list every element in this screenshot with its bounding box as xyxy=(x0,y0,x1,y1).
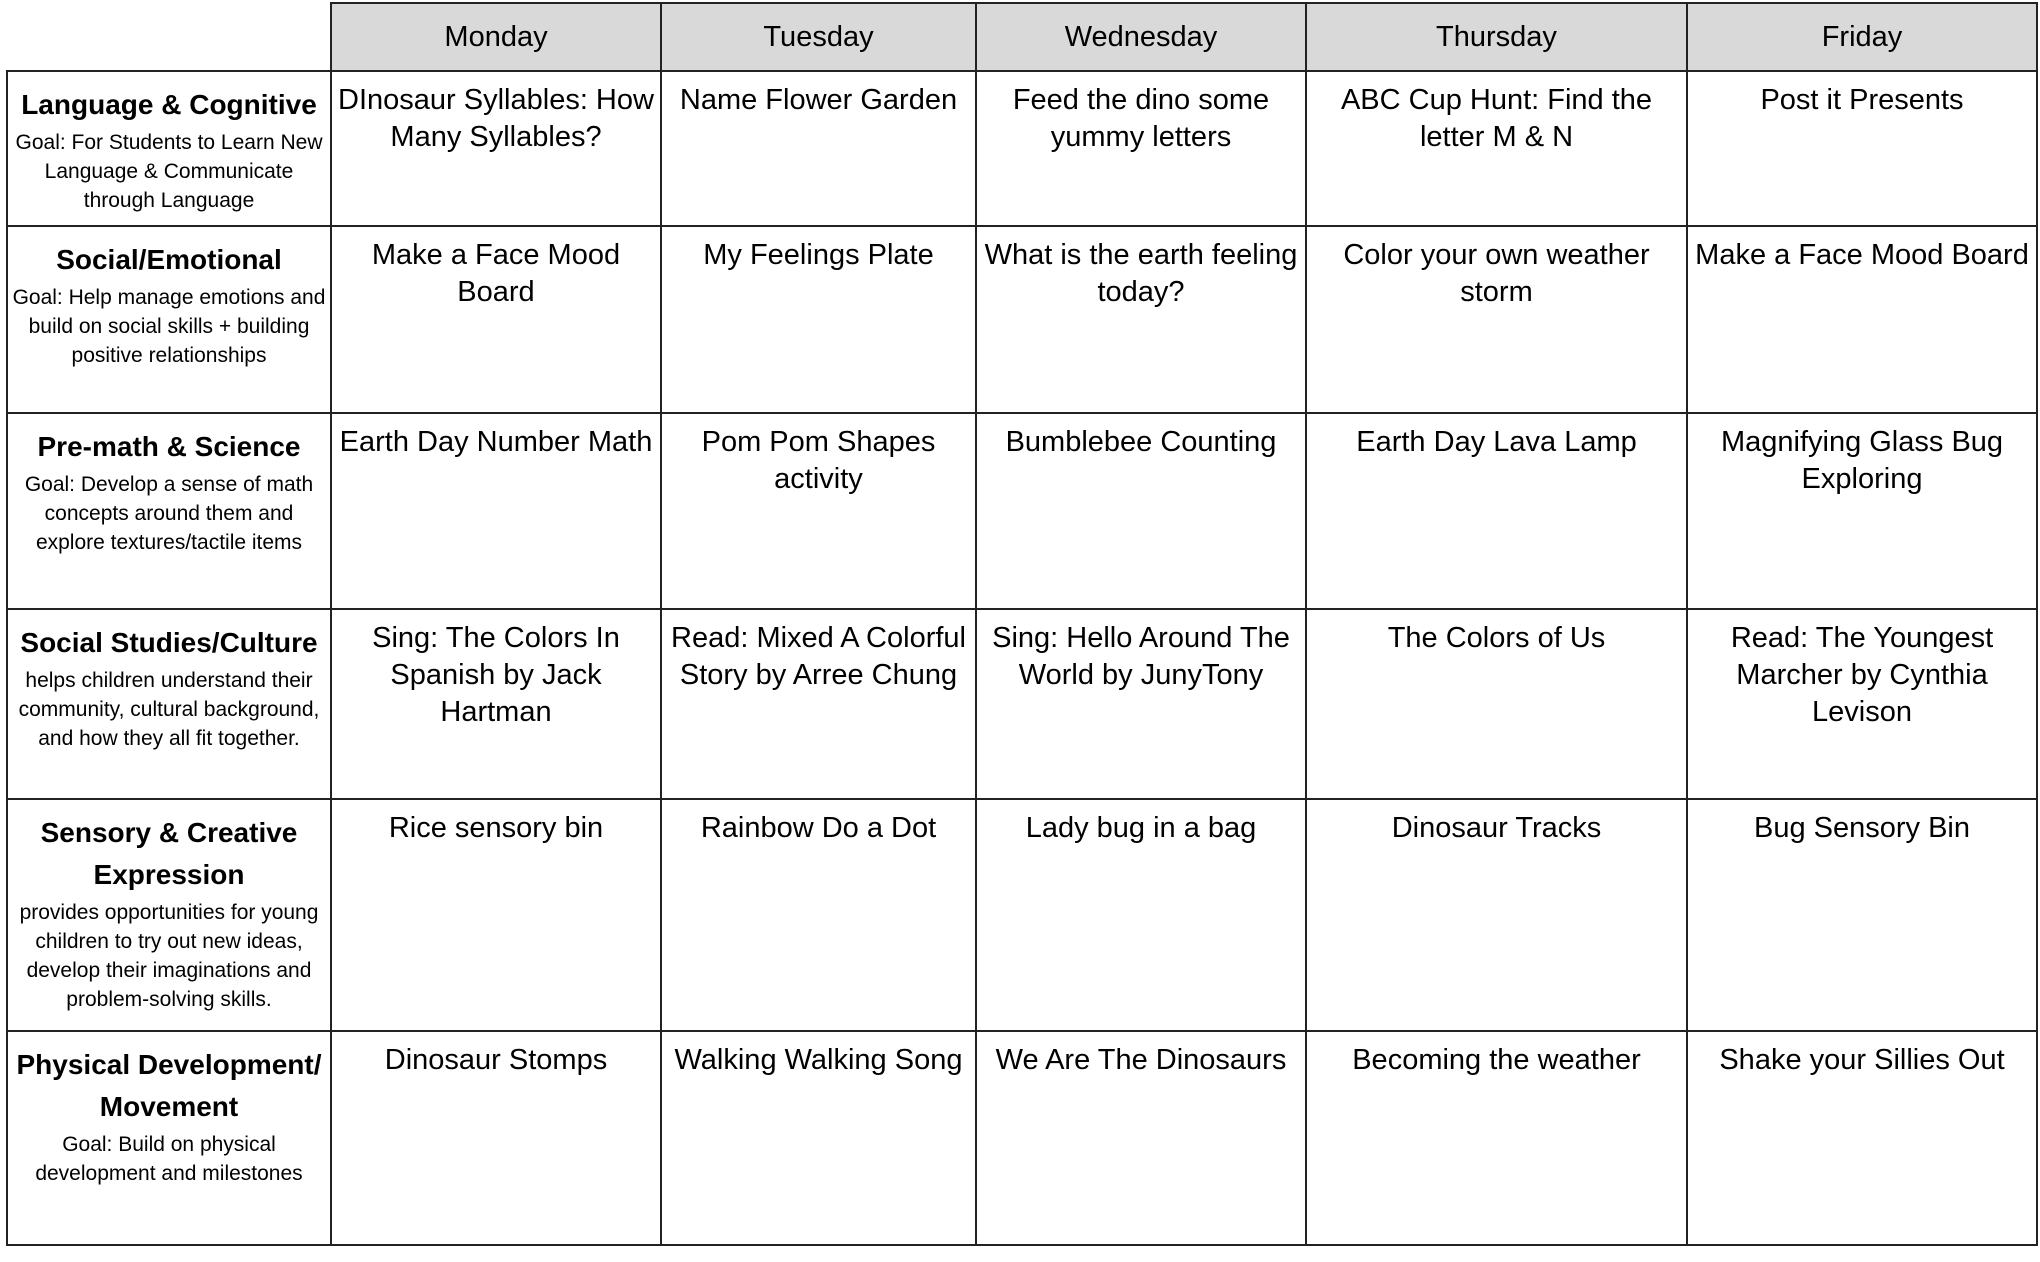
day-header-thursday: Thursday xyxy=(1305,2,1688,72)
activity-cell: DInosaur Syllables: How Many Syllables? xyxy=(330,70,662,227)
activity-cell: What is the earth feeling today? xyxy=(975,225,1307,414)
category-goal: Goal: Help manage emotions and build on social skills + building positive relationships xyxy=(12,286,326,367)
activity-cell: Post it Presents xyxy=(1686,70,2038,227)
activity-cell: Lady bug in a bag xyxy=(975,798,1307,1032)
category-title: Physical Development/ Movement xyxy=(16,1049,322,1122)
activity-cell: Make a Face Mood Board xyxy=(330,225,662,414)
activity-cell: Magnifying Glass Bug Exploring xyxy=(1686,412,2038,610)
activity-cell: Feed the dino some yummy letters xyxy=(975,70,1307,227)
activity-cell: Earth Day Lava Lamp xyxy=(1305,412,1688,610)
activity-cell: Shake your Sillies Out xyxy=(1686,1030,2038,1246)
activity-cell: Pom Pom Shapes activity xyxy=(660,412,977,610)
activity-cell: Rainbow Do a Dot xyxy=(660,798,977,1032)
category-goal: helps children understand their community, cultural background, and how they all fit together. xyxy=(18,669,320,750)
activity-cell: Earth Day Number Math xyxy=(330,412,662,610)
category-cell xyxy=(6,412,332,610)
activity-cell: Becoming the weather xyxy=(1305,1030,1688,1246)
category-cell xyxy=(6,70,332,227)
category-cell xyxy=(6,225,332,414)
activity-cell: Read: The Youngest Marcher by Cynthia Levison xyxy=(1686,608,2038,800)
activity-cell: Bumblebee Counting xyxy=(975,412,1307,610)
day-header-friday: Friday xyxy=(1686,2,2038,72)
category-title: Sensory & Creative Expression xyxy=(40,817,298,890)
activity-cell: Name Flower Garden xyxy=(660,70,977,227)
activity-cell: My Feelings Plate xyxy=(660,225,977,414)
activity-cell: Color your own weather storm xyxy=(1305,225,1688,414)
activity-cell: The Colors of Us xyxy=(1305,608,1688,800)
category-title: Pre-math & Science xyxy=(37,431,301,462)
activity-cell: Sing: Hello Around The World by JunyTony xyxy=(975,608,1307,800)
category-title: Social Studies/Culture xyxy=(20,627,318,658)
day-header-wednesday: Wednesday xyxy=(975,2,1307,72)
activity-cell: ABC Cup Hunt: Find the letter M & N xyxy=(1305,70,1688,227)
activity-cell: We Are The Dinosaurs xyxy=(975,1030,1307,1246)
activity-cell: Sing: The Colors In Spanish by Jack Hartman xyxy=(330,608,662,800)
activity-cell: Make a Face Mood Board xyxy=(1686,225,2038,414)
activity-cell: Dinosaur Stomps xyxy=(330,1030,662,1246)
category-title: Social/Emotional xyxy=(56,244,282,275)
activity-cell: Walking Walking Song xyxy=(660,1030,977,1246)
day-header-tuesday: Tuesday xyxy=(660,2,977,72)
activity-cell: Read: Mixed A Colorful Story by Arree Chung xyxy=(660,608,977,800)
category-cell xyxy=(6,1030,332,1246)
category-goal: provides opportunities for young children to try out new ideas, develop their imaginations and problem-solving skills. xyxy=(19,901,319,1011)
category-goal: Goal: Build on physical development and milestones xyxy=(35,1133,303,1185)
category-cell xyxy=(6,608,332,800)
day-header-monday: Monday xyxy=(330,2,662,72)
activity-cell: Rice sensory bin xyxy=(330,798,662,1032)
category-goal: Goal: For Students to Learn New Language & Communicate through Language xyxy=(15,131,323,212)
activity-cell: Dinosaur Tracks xyxy=(1305,798,1688,1032)
category-goal: Goal: Develop a sense of math concepts around them and explore textures/tactile items xyxy=(24,473,314,554)
activity-cell: Bug Sensory Bin xyxy=(1686,798,2038,1032)
category-cell xyxy=(6,798,332,1032)
category-title: Language & Cognitive xyxy=(21,89,317,120)
